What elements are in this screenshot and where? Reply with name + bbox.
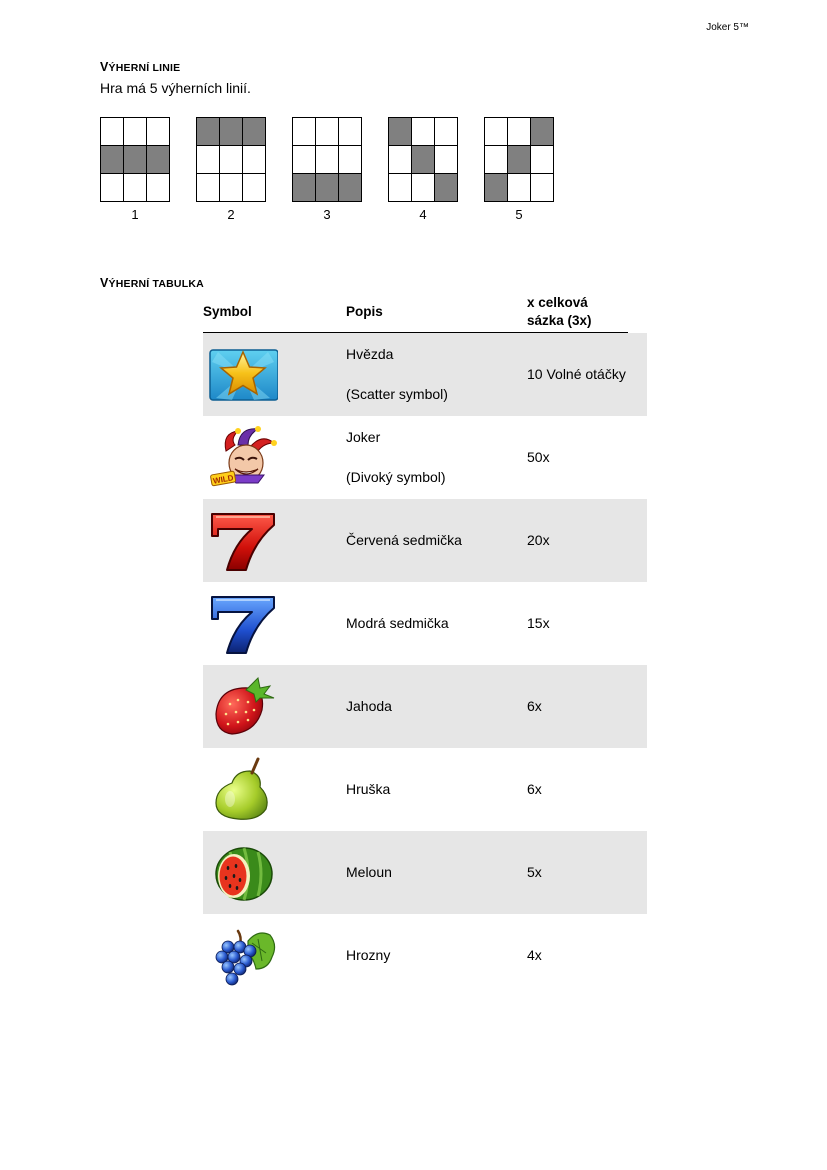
payline-cell-active [316, 174, 338, 201]
payline-grid [388, 117, 458, 202]
column-header-payout-line1: x celková [527, 295, 588, 310]
payline [100, 117, 170, 222]
payline-cell-active [412, 146, 434, 173]
grapes-icon [208, 923, 278, 989]
paylines-title-rest: ÝHERNÍ LINIE [108, 62, 181, 74]
payline-cell [389, 174, 411, 201]
watermelon-icon [208, 840, 278, 906]
blue-seven-icon [208, 591, 278, 657]
symbol-name: Hrozny [346, 947, 391, 963]
payline-cell [412, 174, 434, 201]
table-row [203, 831, 647, 914]
symbol-payout: 6x [527, 781, 542, 797]
paytable-title-rest: ÝHERNÍ TABULKA [108, 278, 204, 290]
payline-cell [485, 118, 507, 145]
payline [388, 117, 458, 222]
payline-cell [435, 146, 457, 173]
paytable-title-initial: V [100, 276, 109, 290]
payline-cell [147, 118, 169, 145]
payline-cell-active [389, 118, 411, 145]
payline-cell [293, 118, 315, 145]
star-icon [208, 342, 278, 408]
payline-cell-active [101, 146, 123, 173]
table-row [203, 416, 647, 499]
payline-cell [124, 118, 146, 145]
paylines-description: Hra má 5 výherních linií. [100, 80, 251, 96]
payline-cell [316, 146, 338, 173]
payline-cell [124, 174, 146, 201]
table-row [203, 914, 647, 997]
symbol-name: Hvězda [346, 346, 394, 362]
column-header-description: Popis [346, 304, 383, 319]
payline-grid [196, 117, 266, 202]
payline-cell [435, 118, 457, 145]
symbol-subtitle: (Divoký symbol) [346, 469, 446, 485]
payline-cell [220, 146, 242, 173]
symbol-payout: 10 Volné otáčky [527, 366, 626, 382]
column-header-symbol: Symbol [203, 304, 252, 319]
payline-cell-active [339, 174, 361, 201]
payline [292, 117, 362, 222]
payline-cell-active [435, 174, 457, 201]
payline-cell [316, 118, 338, 145]
payline [484, 117, 554, 222]
payline-number: 4 [419, 207, 427, 222]
symbol-payout: 5x [527, 864, 542, 880]
symbol-payout: 50x [527, 449, 550, 465]
payline-cell-active [243, 118, 265, 145]
payline-cell-active [124, 146, 146, 173]
payline-cell [243, 174, 265, 201]
symbol-name: Jahoda [346, 698, 392, 714]
payline-cell [412, 118, 434, 145]
document-header-title: Joker 5™ [706, 22, 749, 33]
table-row [203, 499, 647, 582]
payline-cell [531, 174, 553, 201]
payline-cell-active [485, 174, 507, 201]
payline-cell [197, 146, 219, 173]
table-row [203, 748, 647, 831]
payline-cell [389, 146, 411, 173]
symbol-payout: 6x [527, 698, 542, 714]
payline-cell [531, 146, 553, 173]
payline-cell [220, 174, 242, 201]
payline-cell [339, 118, 361, 145]
payline-number: 3 [323, 207, 331, 222]
symbol-subtitle: (Scatter symbol) [346, 386, 448, 402]
payline-cell-active [531, 118, 553, 145]
symbol-name: Červená sedmička [346, 532, 462, 548]
payline-cell-active [293, 174, 315, 201]
symbol-payout: 20x [527, 532, 550, 548]
payline-number: 1 [131, 207, 139, 222]
joker-wild-badge: WILD [212, 473, 235, 486]
payline-cell [485, 146, 507, 173]
table-row [203, 333, 647, 416]
symbol-payout: 4x [527, 947, 542, 963]
payline-number: 5 [515, 207, 523, 222]
payline-cell [508, 174, 530, 201]
symbol-name: Modrá sedmička [346, 615, 449, 631]
payline-cell-active [197, 118, 219, 145]
table-row [203, 665, 647, 748]
symbol-payout: 15x [527, 615, 550, 631]
payline-cell-active [220, 118, 242, 145]
payline-cell-active [508, 146, 530, 173]
payline-cell [197, 174, 219, 201]
table-row [203, 582, 647, 665]
payline-cell [101, 174, 123, 201]
column-header-payout [527, 294, 592, 330]
payline-cell-active [147, 146, 169, 173]
payline-cell [101, 118, 123, 145]
payline-cell [339, 146, 361, 173]
symbol-name: Joker [346, 429, 381, 445]
paytable-section-title [100, 276, 204, 290]
payline [196, 117, 266, 222]
pear-icon [208, 757, 278, 823]
payline-cell [147, 174, 169, 201]
joker-icon [208, 425, 278, 491]
symbol-name: Hruška [346, 781, 391, 797]
strawberry-icon [208, 674, 278, 740]
payline-grid [100, 117, 170, 202]
payline-number: 2 [227, 207, 235, 222]
column-header-payout-line2: sázka (3x) [527, 313, 592, 328]
red-seven-icon [208, 508, 278, 574]
payline-cell [508, 118, 530, 145]
paylines-title-initial: V [100, 60, 109, 74]
symbol-name: Meloun [346, 864, 392, 880]
payline-grid [292, 117, 362, 202]
payline-grid [484, 117, 554, 202]
payline-cell [243, 146, 265, 173]
payline-cell [293, 146, 315, 173]
paylines-section-title [100, 60, 180, 74]
